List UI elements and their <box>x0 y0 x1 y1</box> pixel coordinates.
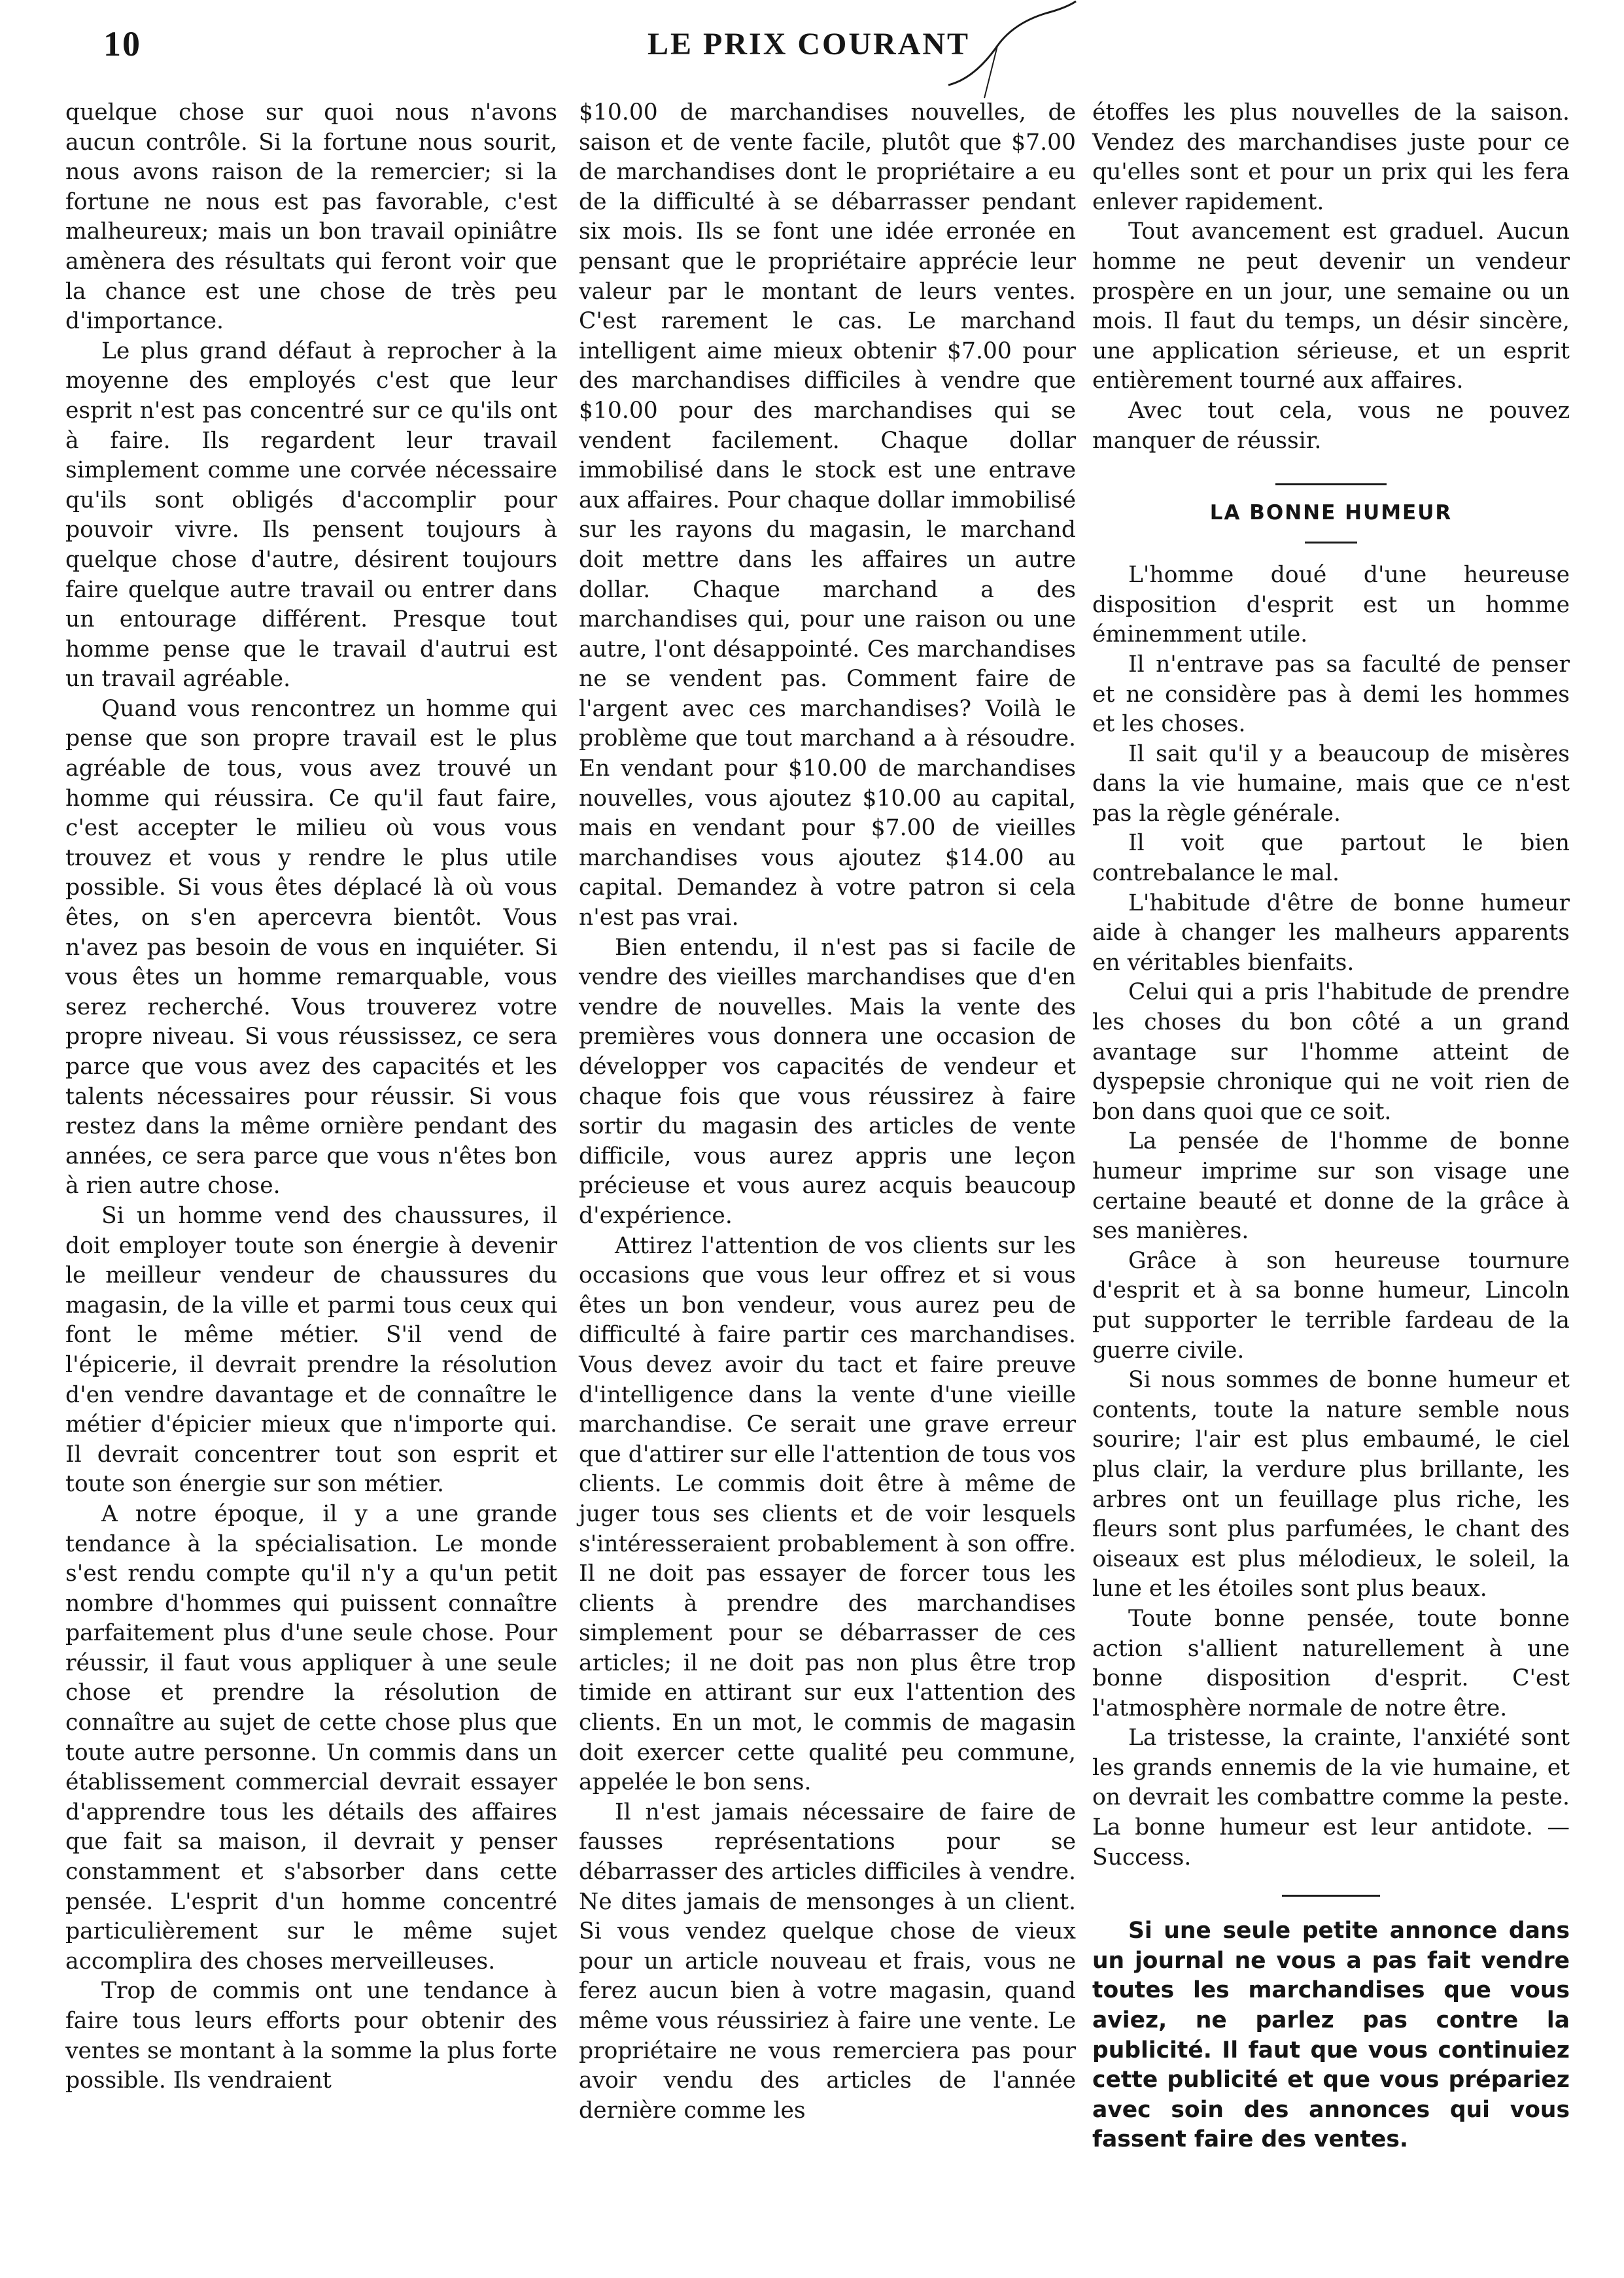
paragraph: Si un homme vend des chaussures, il doit employer toute son énergie à devenir le meilleur vendeur de chaussures du magasin, de la ville et parmi tous ceux qui font le même métier. S'il vend de l'épicerie, il devrait prendre la résolution d'en vendre davantage et de connaître le métier d'épicier mieux que n'importe qui. Il devrait concentrer tout son esprit et toute son énergie sur son métier. <box>65 1202 557 1498</box>
paragraph: Il n'est jamais nécessaire de faire de fausses représentations pour se débarrasser des articles difficiles à vendre. Ne dites jamais de mensonges à un client. Si vous vendez quelque chose de vieux pour un article nouveau et frais, vous ne ferez aucun bien à votre magasin, quand même vous réussiriez à faire une vente. Le propriétaire ne vous remerciera pas pour avoir vendu des articles de l'année dernière comme les <box>579 1799 1076 2124</box>
paragraph: étoffes les plus nouvelles de la saison. Vendez des marchandises juste pour ce qu'elles sont et pour un prix qui les fera enlever rapidement. <box>1092 99 1570 215</box>
advertisement-notice: Si une seule petite annonce dans un journal ne vous a pas fait vendre toutes les marchandises que vous aviez, ne parlez pas contre la publicité. Il faut que vous continuiez cette publicité et que vous prépariez avec soin des annonces qui vous fassent faire des ventes. <box>1092 1918 1570 2153</box>
paragraph: Attirez l'attention de vos clients sur les occasions que vous leur offrez et si vous êtes un bon vendeur, vous aurez peu de difficulté à faire partir ces marchandises. Vous devez avoir du tact et faire preuve d'intelligence dans la vente d'une vieille marchandise. Ce serait une grave erreur que d'attirer sur elle l'attention de tous vos clients. Le commis doit être à même de juger tous ses clients et de voir lesquels s'intéresseraient probablement à son offre. Il ne doit pas essayer de forcer tous les clients à prendre des marchandises simplement pour se débarrasser de ces articles; il ne doit pas non plus être trop timide en attirant sur eux l'attention des clients. En un mot, le commis de magasin doit exercer cette qualité peu commune, appelée le bon sens. <box>579 1232 1076 1796</box>
pen-scribble-mark <box>935 0 1105 111</box>
paragraph: Toute bonne pensée, toute bonne action s'allient naturellement à une bonne disposition d'esprit. C'est l'atmosphère normale de notre être. <box>1092 1605 1570 1721</box>
page-number: 10 <box>103 24 141 63</box>
paragraph: Il sait qu'il y a beaucoup de misères dans la vie humaine, mais que ce n'est pas la règle générale. <box>1092 740 1570 827</box>
paragraph: quelque chose sur quoi nous n'avons aucun contrôle. Si la fortune nous sourit, nous avons raison de la remercier; si la fortune ne nous est pas favorable, c'est malheureux; mais un bon travail opiniâtre amènera des résultats qui feront voir que la chance est une chose de très peu d'importance. <box>65 99 557 335</box>
journal-title: LE PRIX COURANT <box>648 27 971 61</box>
paragraph: Celui qui a pris l'habitude de prendre les choses du bon côté a un grand avantage sur l'homme atteint de dyspepsie chronique qui ne voit rien de bon dans quoi que ce soit. <box>1092 979 1570 1125</box>
paragraph: La pensée de l'homme de bonne humeur imprime sur son visage une certaine beauté et donne de la grâce à ses manières. <box>1092 1128 1570 1245</box>
paragraph: Le plus grand défaut à reprocher à la moyenne des employés c'est que leur esprit n'est pas concentré sur ce qu'ils ont à faire. Ils regardent leur travail simplement comme une corvée nécessaire qu'ils sont obligés d'accomplir pour pouvoir vivre. Ils pensent toujours à quelque chose d'autre, désirent toujours faire quelque autre travail ou entrer dans un entourage différent. Presque tout homme pense que le travail d'autrui est un travail agréable. <box>65 337 557 693</box>
paragraph: Il voit que partout le bien contrebalance le mal. <box>1092 830 1570 887</box>
text-column-3 <box>1092 98 1570 2155</box>
paragraph: Bien entendu, il n'est pas si facile de vendre des vieilles marchandises que d'en vendre de nouvelles. Mais la vente des premières vous donnera une occasion de développer vos capacités de vendeur et chaque fois que vous réussirez à faire sortir du magasin des articles de vente difficile, vous aurez appris une leçon précieuse et vous aurez acquis beaucoup d'expérience. <box>579 934 1076 1229</box>
text-column-1 <box>65 98 557 2096</box>
paragraph: La tristesse, la crainte, l'anxiété sont les grands ennemis de la vie humaine, et on devrait les combattre comme la peste. La bonne humeur est leur antidote. — Success. <box>1092 1725 1570 1871</box>
paragraph: Si nous sommes de bonne humeur et contents, toute la nature semble nous sourire; l'air est plus embaumé, le ciel plus clair, la verdure plus brillante, les arbres ont un feuillage plus riche, les fleurs sont plus parfumées, le chant des oiseaux est plus mélodieux, le soleil, la lune et les étoiles sont plus beaux. <box>1092 1367 1570 1602</box>
section-divider <box>1275 483 1387 485</box>
paragraph: $10.00 de marchandises nouvelles, de saison et de vente facile, plutôt que $7.00 de marchandises dont le propriétaire a eu de la difficulté à se débarrasser pendant six mois. Ils se font une idée erronée en pensant que le propriétaire apprécie leur valeur par le montant de leurs ventes. C'est rarement le cas. Le marchand intelligent aime mieux obtenir $7.00 pour des marchandises difficiles à vendre que $10.00 pour des marchandises qui se vendent facilement. Chaque dollar immobilisé dans le stock est une entrave aux affaires. Pour chaque dollar immobilisé sur les rayons du magasin, le marchand doit mettre dans les affaires un autre dollar. Chaque marchand a des marchandises qui, pour une raison ou une autre, l'ont désappointé. Ces marchandises ne se vendent pas. Comment faire de l'argent avec ces marchandises? Voilà le problème que tout marchand a à résoudre. En vendant pour $10.00 de marchandises nouvelles, vous ajoutez $10.00 au capital, mais en vendant pour $7.00 de vieilles marchandises vous ajoutez $14.00 au capital. Demandez à votre patron si cela n'est pas vrai. <box>579 99 1076 931</box>
page-header <box>0 0 1624 98</box>
paragraph: Tout avancement est graduel. Aucun homme ne peut devenir un vendeur prospère en un jour, une semaine ou un mois. Il faut du temps, un désir sincère, une application sérieuse, et un esprit entièrement tourné aux affaires. <box>1092 218 1570 394</box>
text-column-2 <box>579 98 1076 2126</box>
paragraph: L'homme doué d'une heureuse disposition d'esprit est un homme éminemment utile. <box>1092 562 1570 648</box>
paragraph: Grâce à son heureuse tournure d'esprit et à sa bonne humeur, Lincoln put supporter le terrible fardeau de la guerre civile. <box>1092 1247 1570 1364</box>
ad-divider <box>1282 1895 1380 1897</box>
paragraph: A notre époque, il y a une grande tendance à la spécialisation. Le monde s'est rendu compte qu'il n'y a qu'un petit nombre d'hommes qui puissent connaître parfaitement plus d'une seule chose. Pour réussir, il faut vous appliquer à une seule chose et prendre la résolution de connaître au sujet de cette chose plus que toute autre personne. Un commis dans un établissement commercial devrait essayer d'apprendre tous les détails des affaires que fait sa maison, il devrait y penser constamment et s'absorber dans cette pensée. L'esprit d'un homme concentré particulièrement sur le même sujet accomplira des choses merveilleuses. <box>65 1500 557 1975</box>
paragraph: L'habitude d'être de bonne humeur aide à changer les malheurs apparents en véritables bienfaits. <box>1092 889 1570 976</box>
paragraph: Quand vous rencontrez un homme qui pense que son propre travail est le plus agréable de tous, vous avez trouvé un homme qui réussira. Ce qu'il faut faire, c'est accepter le milieu où vous vous trouvez et vous y rendre le plus utile possible. Si vous êtes déplacé là où vous êtes, on s'en apercevra bientôt. Vous n'avez pas besoin de vous en inquiéter. Si vous êtes un homme remarquable, vous serez recherché. Vous trouverez votre propre niveau. Si vous réussissez, ce sera parce que vous avez des capacités et les talents nécessaires pour réussir. Si vous restez dans la même ornière pendant des années, ce sera parce que vous n'êtes bon à rien autre chose. <box>65 695 557 1199</box>
paragraph: Avec tout cela, vous ne pouvez manquer de réussir. <box>1092 397 1570 454</box>
section-title-rule <box>1305 542 1357 544</box>
paragraph: Il n'entrave pas sa faculté de penser et ne considère pas à demi les hommes et les choses. <box>1092 651 1570 738</box>
section-title: LA BONNE HUMEUR <box>1209 501 1453 525</box>
paragraph: Trop de commis ont une tendance à faire tous leurs efforts pour obtenir des ventes se montant à la somme la plus forte possible. Ils vendraient <box>65 1978 557 2094</box>
